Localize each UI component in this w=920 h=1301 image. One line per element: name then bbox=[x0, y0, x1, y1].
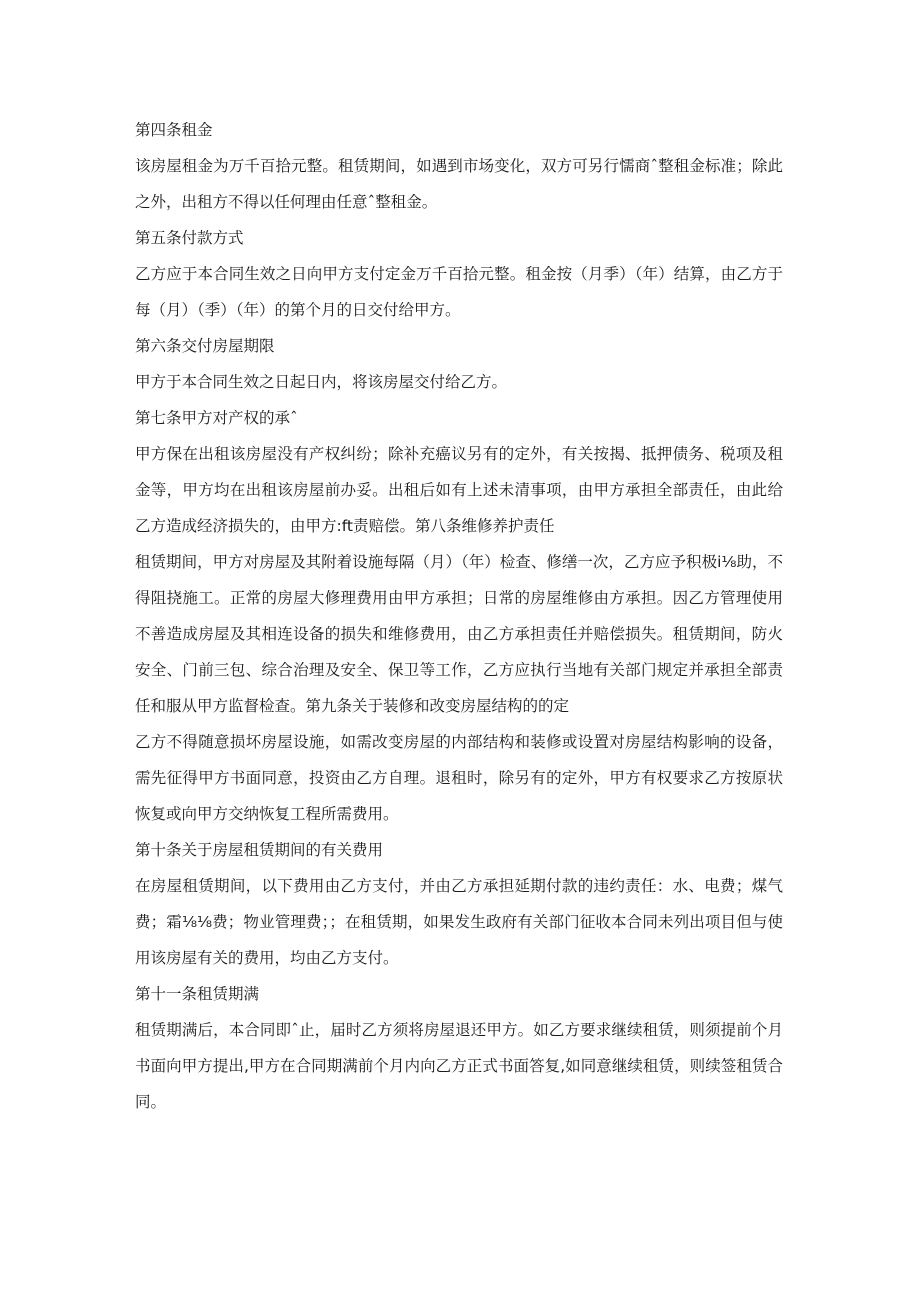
section-heading-article-6: 第六条交付房屋期限 bbox=[135, 337, 275, 355]
section-body-article-11: 租赁期满后，本合同即ˆ止，届时乙方须将房屋退还甲方。如乙方要求继续租赁，则须提前个月书面向甲方提出,甲方在合同期满前个月内向乙方正式书面答复,如同意继续租赁，则续签租赁合同。 bbox=[135, 1021, 783, 1111]
section-body-article-5: 乙方应于本合同生效之日向甲方支付定金万千百拾元整。租金按（月季）（年）结算，由乙方于每（月）（季）（年）的第个月的日交付给甲方。 bbox=[135, 265, 783, 319]
section-body-article-8: 租赁期间，甲方对房屋及其附着设施每隔（月）（年）检查、修缮一次，乙方应予积极i⅛助，不得阻挠施工。正常的房屋大修理费用由甲方承担；日常的房屋维修由方承担。因乙方管理使用不善造成房屋及其相连设备的损失和维修费用，由乙方承担责任并赔偿损失。租赁期间，防火安全、门前三包、综合治理及安全、保卫等工作，乙方应执行当地有关部门规定并承担全部责任和服从甲方监督检查。第九条关于装修和改变房屋结构的的定 bbox=[135, 553, 783, 715]
section-heading-article-5: 第五条付款方式 bbox=[135, 229, 244, 247]
section-body-article-7: 甲方保在出租该房屋没有产权纠纷；除补充癌议另有的定外，有关按揭、抵押债务、税项及租金等，甲方均在出租该房屋前办妥。出租后如有上述未清事项，由甲方承担全部责任，由此给乙方造成经济损失的，由甲方:ft责赔偿。第八条维修养护责任 bbox=[135, 445, 783, 535]
section-body-article-10: 在房屋租赁期间，以下费用由乙方支付，并由乙方承担延期付款的违约责任：水、电费；煤气费；霜⅛⅛费；物业管理费；；在租赁期，如果发生政府有关部门征收本合同未列出项目但与使用该房屋有关的费用，均由乙方支付。 bbox=[135, 877, 783, 967]
section-body-article-4: 该房屋租金为万千百拾元整。租赁期间，如遇到市场变化，双方可另行懦商ˆ整租金标准；除此之外，出租方不得以任何理由任意ˆ整租金。 bbox=[135, 157, 783, 211]
document-body bbox=[135, 112, 783, 1120]
section-body-article-9: 乙方不得随意损坏房屋设施，如需改变房屋的内部结构和装修或设置对房屋结构影响的设备，需先征得甲方书面同意，投资由乙方自理。退租时，除另有的定外，甲方有权要求乙方按原状恢复或向甲方交纳恢复工程所需费用。 bbox=[135, 733, 783, 823]
section-body-article-6: 甲方于本合同生效之日起日内，将该房屋交付给乙方。 bbox=[135, 373, 508, 391]
section-heading-article-7: 第七条甲方对产权的承ˆ bbox=[135, 409, 298, 427]
section-heading-article-11: 第十一条租赁期满 bbox=[135, 985, 260, 1003]
section-heading-article-10: 第十条关于房屋租赁期间的有关费用 bbox=[135, 841, 384, 859]
section-heading-article-4: 第四条租金 bbox=[135, 121, 213, 139]
